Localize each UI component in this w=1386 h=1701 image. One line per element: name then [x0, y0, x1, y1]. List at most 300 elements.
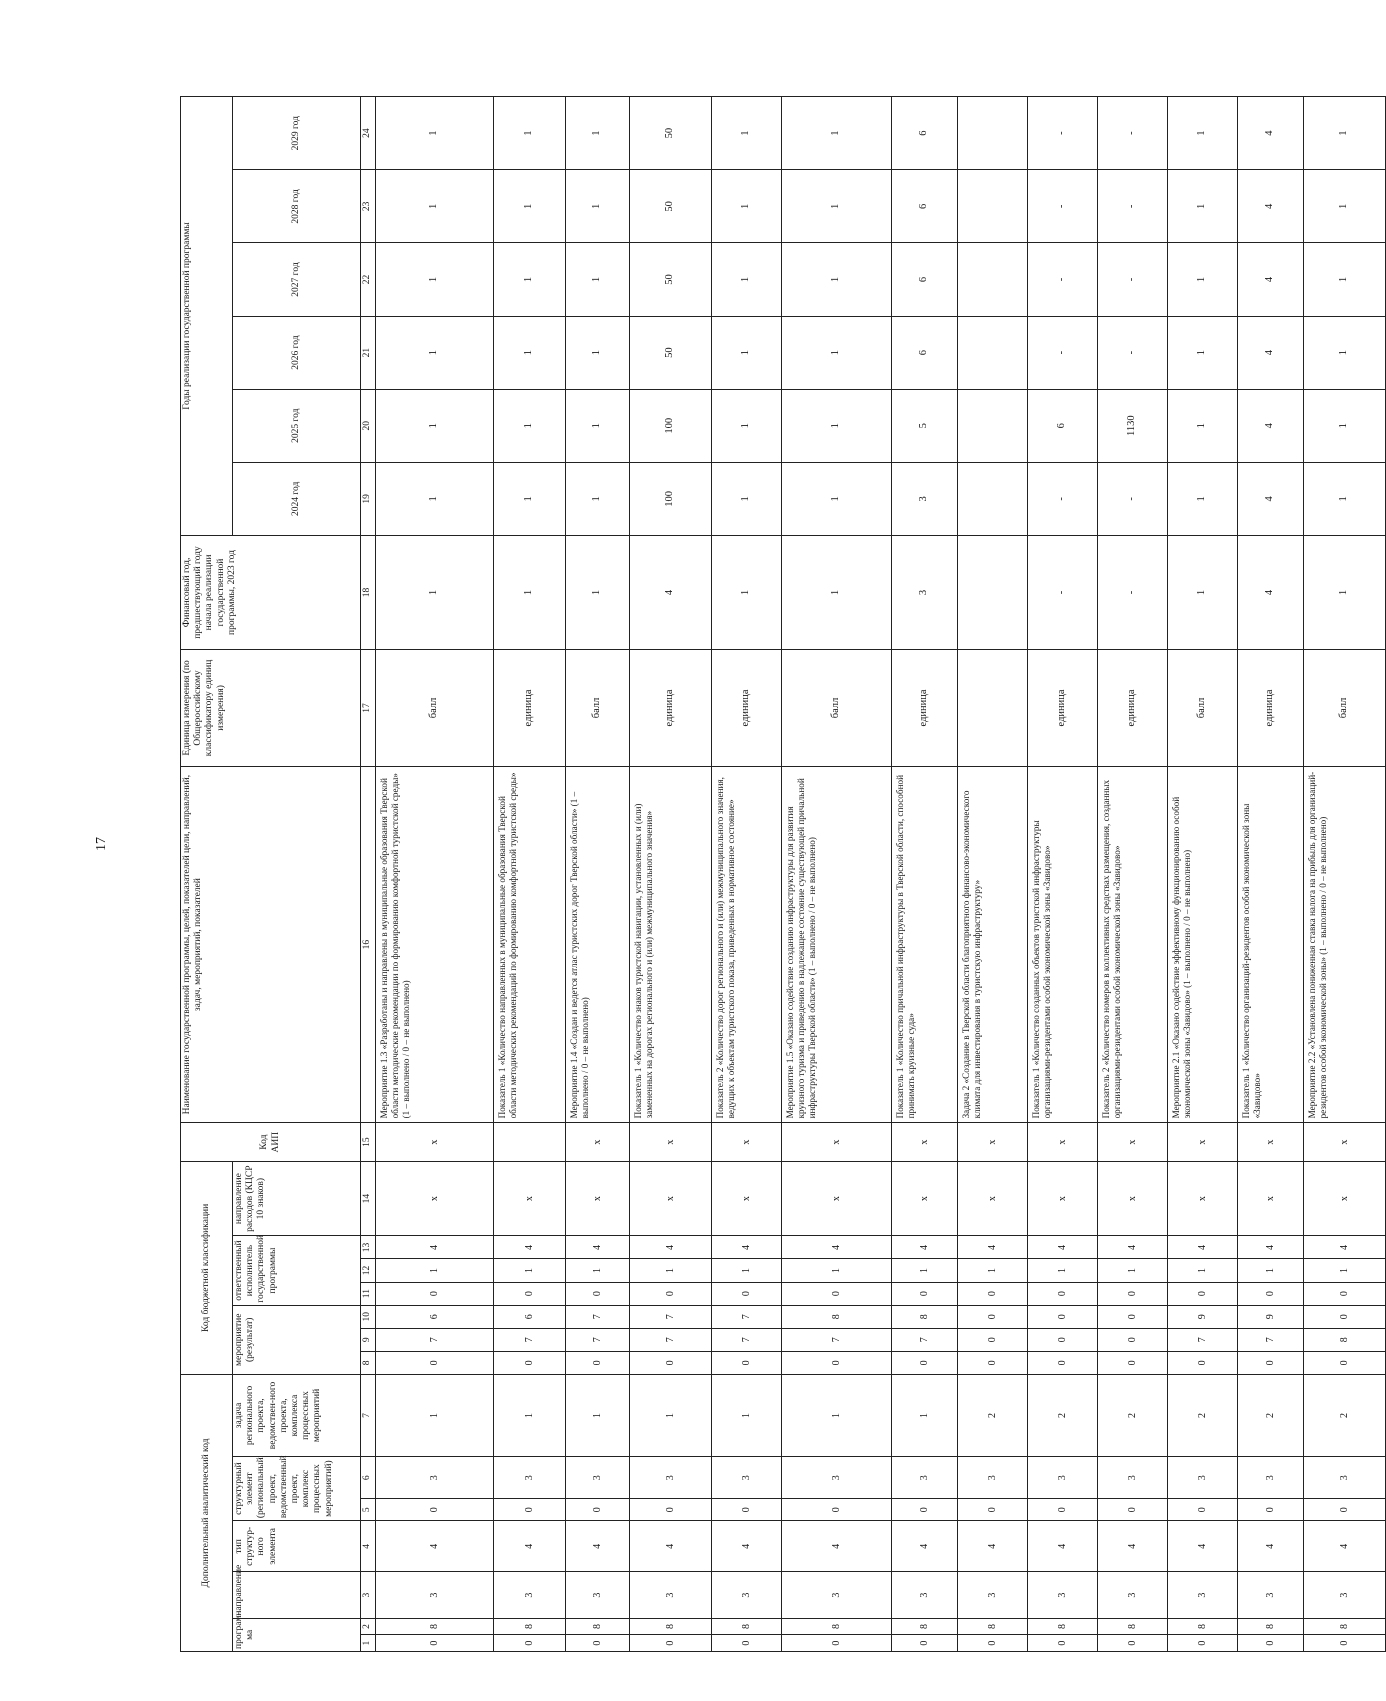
base-year-value: 1 [712, 535, 782, 649]
unit-cell: единица [1028, 650, 1098, 767]
year-value: 1 [376, 243, 494, 316]
year-value: 1 [782, 316, 892, 389]
code-cell: 1 [892, 1374, 958, 1456]
code-cell: 0 [958, 1351, 1028, 1374]
struct-element-header: структурный элемент (региональный проект, ведомственный проект, комплекс процессных мероприятий) [233, 1457, 361, 1521]
code-cell: x [712, 1161, 782, 1236]
code-cell: 0 [958, 1635, 1028, 1652]
col-number: 1 [361, 1635, 376, 1652]
code-cell: 0 [782, 1351, 892, 1374]
col-number: 2 [361, 1618, 376, 1635]
code-cell: 8 [1098, 1618, 1168, 1635]
code-cell: 0 [1028, 1328, 1098, 1351]
year-value: 1 [712, 97, 782, 170]
code-cell: 4 [566, 1521, 630, 1572]
code-cell: 0 [1304, 1499, 1386, 1521]
code-cell: 0 [1028, 1305, 1098, 1328]
year-value: 50 [630, 316, 712, 389]
unit-cell: единица [712, 650, 782, 767]
unit-cell: единица [1098, 650, 1168, 767]
program-table [180, 96, 1386, 1652]
code-cell: 8 [958, 1618, 1028, 1635]
col-number: 20 [361, 389, 376, 462]
code-cell: x [566, 1123, 630, 1161]
year-value: 50 [630, 243, 712, 316]
code-cell: 0 [958, 1305, 1028, 1328]
item-name: Мероприятие 2.2 «Установлена пониженная ставка налога на прибыль для организаций-резидентов особой экономической зоны» (1 – выполнено / 0 – не выполнено) [1304, 766, 1386, 1123]
col-number: 21 [361, 316, 376, 389]
unit-cell: единица [892, 650, 958, 767]
year-value: 1 [1304, 170, 1386, 243]
code-cell: 0 [1028, 1351, 1098, 1374]
programma-header: програм-ма [233, 1618, 361, 1651]
code-cell: 8 [1304, 1328, 1386, 1351]
col-number: 11 [361, 1282, 376, 1305]
item-name: Задача 2 «Создание в Тверской области благоприятного финансово-экономического климата для инвестирования в туристскую инфраструктуру» [958, 766, 1028, 1123]
code-cell: x [630, 1161, 712, 1236]
code-cell [494, 1123, 566, 1161]
year-value: 1 [712, 316, 782, 389]
code-cell: 3 [892, 1457, 958, 1499]
table-body [361, 97, 1386, 1652]
code-cell: 3 [1028, 1572, 1098, 1618]
year-value: 1 [376, 462, 494, 535]
code-cell: 0 [1028, 1635, 1098, 1652]
base-year-value: - [1098, 535, 1168, 649]
code-cell: 1 [1304, 1259, 1386, 1282]
code-cell: 1 [630, 1374, 712, 1456]
item-name: Показатель 1 «Количество направленных в муниципальные образования Тверской области методических рекомендаций по формированию комфортной туристской среды» [494, 766, 566, 1123]
base-year-value [958, 535, 1028, 649]
code-cell: 0 [376, 1499, 494, 1521]
code-cell: 4 [958, 1236, 1028, 1259]
code-cell: 0 [376, 1635, 494, 1652]
code-cell: 7 [630, 1305, 712, 1328]
code-cell: 8 [712, 1618, 782, 1635]
code-cell: 8 [892, 1618, 958, 1635]
item-name: Мероприятие 1.5 «Оказано содействие созданию инфраструктуры для развития круизного туризма и приведению в надлежащее состояние существующей причальной инфраструктуры Тверской области» (1 – выполнено / 0 – не выполнено) [782, 766, 892, 1123]
code-cell: 4 [958, 1521, 1028, 1572]
base-year-value: 1 [494, 535, 566, 649]
year-value: 4 [1238, 97, 1304, 170]
col-number: 9 [361, 1328, 376, 1351]
col-number: 15 [361, 1123, 376, 1161]
code-cell: 3 [630, 1572, 712, 1618]
col-number: 3 [361, 1572, 376, 1618]
code-cell: 1 [1238, 1259, 1304, 1282]
year-value: 6 [892, 97, 958, 170]
base-year-header: Финансовый год, предшествующий году начала реализации государственной программы, 2023 год [181, 535, 361, 649]
year-value: 4 [1238, 462, 1304, 535]
napravlenie-header: направление [233, 1572, 361, 1618]
code-cell: 1 [1098, 1259, 1168, 1282]
rashody-header: направление расходов (КЦСР 10 знаков) [233, 1161, 361, 1236]
code-cell: 7 [782, 1328, 892, 1351]
code-cell: 2 [1098, 1374, 1168, 1456]
meropriyatie-header: мероприятие (результат) [233, 1305, 361, 1374]
year-value: 1 [494, 316, 566, 389]
code-cell: 6 [376, 1305, 494, 1328]
year-value: 4 [1238, 170, 1304, 243]
code-cell: 1 [892, 1259, 958, 1282]
base-year-value: 1 [1168, 535, 1238, 649]
table-row [494, 97, 566, 1652]
code-cell: 3 [958, 1457, 1028, 1499]
unit-cell: единица [1238, 650, 1304, 767]
years-group-header: Годы реализации государственной программы [181, 97, 233, 536]
year-value [958, 389, 1028, 462]
item-name: Показатель 1 «Количество организаций-резидентов особой экономической зоны «Завидово» [1238, 766, 1304, 1123]
code-cell: 1 [376, 1374, 494, 1456]
table-row [1028, 97, 1098, 1652]
code-cell: 0 [1098, 1305, 1168, 1328]
table-row [630, 97, 712, 1652]
table-row [1168, 97, 1238, 1652]
item-name: Мероприятие 1.4 «Создан и ведется атлас туристских дорог Тверской области» (1 – выполнено / 0 – не выполнено) [566, 766, 630, 1123]
code-cell: 0 [712, 1499, 782, 1521]
year-value: 1 [1168, 170, 1238, 243]
unit-header: Единица измерения (по Общероссийскому классификатору единиц измерения) [181, 650, 361, 767]
year-value [958, 170, 1028, 243]
code-cell: 8 [782, 1618, 892, 1635]
code-cell: x [376, 1161, 494, 1236]
code-cell: 1 [1168, 1259, 1238, 1282]
table-row [1304, 97, 1386, 1652]
code-cell: 8 [892, 1305, 958, 1328]
col-number: 18 [361, 535, 376, 649]
code-cell: 6 [494, 1305, 566, 1328]
code-cell: 0 [494, 1351, 566, 1374]
code-cell: 0 [566, 1282, 630, 1305]
code-cell: x [958, 1161, 1028, 1236]
year-value: 1 [1168, 243, 1238, 316]
code-cell: 3 [1304, 1457, 1386, 1499]
code-cell: 0 [712, 1635, 782, 1652]
code-cell: 3 [958, 1572, 1028, 1618]
year-value: 1 [712, 389, 782, 462]
code-cell: 0 [494, 1635, 566, 1652]
item-name: Показатель 1 «Количество созданных объектов туристской инфраструктуры организациями-резидентами особой экономической зоны «Завидово» [1028, 766, 1098, 1123]
code-cell: 3 [1168, 1457, 1238, 1499]
code-cell: 3 [1238, 1572, 1304, 1618]
code-cell: 7 [630, 1328, 712, 1351]
table-header [181, 97, 361, 1652]
code-cell: 8 [376, 1618, 494, 1635]
code-cell: 0 [1238, 1499, 1304, 1521]
code-cell: 0 [892, 1635, 958, 1652]
code-cell: 3 [566, 1457, 630, 1499]
code-cell: 7 [1238, 1328, 1304, 1351]
code-cell: 2 [1238, 1374, 1304, 1456]
code-cell: 0 [1098, 1328, 1168, 1351]
code-cell: x [494, 1161, 566, 1236]
code-cell: 1 [566, 1259, 630, 1282]
code-cell: x [1098, 1161, 1168, 1236]
code-cell: 0 [958, 1499, 1028, 1521]
item-name: Мероприятие 1.3 «Разработаны и направлены в муниципальные образования Тверской области методические рекомендации по формированию комфортной туристской среды» (1 – выполнено / 0 – не выполнено) [376, 766, 494, 1123]
item-name: Показатель 2 «Количество номеров в коллективных средствах размещения, созданных организациями-резидентами особой экономической зоны «Завидово» [1098, 766, 1168, 1123]
year-value: 1 [1304, 462, 1386, 535]
code-cell: 0 [1168, 1282, 1238, 1305]
code-cell: 4 [1168, 1236, 1238, 1259]
code-cell: 3 [1238, 1457, 1304, 1499]
code-cell: 1 [782, 1259, 892, 1282]
year-value: 1 [494, 389, 566, 462]
code-cell: 7 [892, 1328, 958, 1351]
year-value: 100 [630, 462, 712, 535]
code-cell: x [1168, 1161, 1238, 1236]
code-cell: 0 [1304, 1351, 1386, 1374]
code-cell: 0 [376, 1351, 494, 1374]
code-cell: 4 [782, 1236, 892, 1259]
code-cell: 7 [712, 1305, 782, 1328]
year-value [958, 462, 1028, 535]
year-value: 1 [494, 170, 566, 243]
code-cell: 4 [376, 1521, 494, 1572]
code-cell: x [712, 1123, 782, 1161]
table-row [782, 97, 892, 1652]
code-cell: 7 [566, 1305, 630, 1328]
year-value: - [1098, 316, 1168, 389]
code-cell: 0 [630, 1499, 712, 1521]
year-value: 1 [712, 462, 782, 535]
code-cell: 4 [630, 1236, 712, 1259]
year-value: 4 [1238, 243, 1304, 316]
code-cell: x [892, 1123, 958, 1161]
year-value: - [1098, 170, 1168, 243]
col-number: 16 [361, 766, 376, 1123]
year-value: 1 [1168, 389, 1238, 462]
col-number: 19 [361, 462, 376, 535]
code-cell: x [782, 1161, 892, 1236]
table-row [566, 97, 630, 1652]
analytic-code-header: Дополнительный аналитический код [181, 1374, 233, 1651]
year-2025-header: 2025 год [233, 389, 361, 462]
column-number-row [361, 97, 376, 1652]
code-cell: 0 [892, 1351, 958, 1374]
code-cell: 1 [376, 1259, 494, 1282]
code-cell: 0 [1304, 1635, 1386, 1652]
col-number: 10 [361, 1305, 376, 1328]
code-cell: 0 [782, 1282, 892, 1305]
code-cell: x [1028, 1123, 1098, 1161]
code-cell: 0 [376, 1282, 494, 1305]
code-cell: 7 [712, 1328, 782, 1351]
col-number: 22 [361, 243, 376, 316]
code-cell: 3 [376, 1572, 494, 1618]
code-cell: 0 [1238, 1282, 1304, 1305]
code-cell: x [958, 1123, 1028, 1161]
year-2027-header: 2027 год [233, 243, 361, 316]
code-cell: 3 [494, 1457, 566, 1499]
year-value: 1 [376, 316, 494, 389]
code-cell: 4 [1238, 1236, 1304, 1259]
code-cell: 8 [630, 1618, 712, 1635]
year-value: 1 [494, 97, 566, 170]
code-cell: 4 [566, 1236, 630, 1259]
code-cell: 8 [566, 1618, 630, 1635]
code-cell: 0 [630, 1282, 712, 1305]
year-value: 50 [630, 170, 712, 243]
code-cell: 8 [1168, 1618, 1238, 1635]
code-cell: 4 [712, 1521, 782, 1572]
year-value: 4 [1238, 389, 1304, 462]
name-header: Наименование государственной программы, целей, показателей цели, направлений, задач, мероприятий, показателей [181, 766, 361, 1123]
code-cell: 4 [1304, 1236, 1386, 1259]
code-cell: 0 [566, 1351, 630, 1374]
unit-cell: балл [782, 650, 892, 767]
year-value: - [1028, 97, 1098, 170]
year-value: 6 [1028, 389, 1098, 462]
year-2028-header: 2028 год [233, 170, 361, 243]
col-number: 13 [361, 1236, 376, 1259]
col-number: 24 [361, 97, 376, 170]
col-number: 5 [361, 1499, 376, 1521]
col-number: 7 [361, 1374, 376, 1456]
code-cell: 0 [566, 1499, 630, 1521]
code-cell: 3 [782, 1572, 892, 1618]
base-year-value: 1 [376, 535, 494, 649]
code-cell: 0 [630, 1351, 712, 1374]
code-cell: 8 [494, 1618, 566, 1635]
base-year-value: 3 [892, 535, 958, 649]
code-cell: 1 [782, 1374, 892, 1456]
code-cell: 0 [1098, 1351, 1168, 1374]
code-cell: x [376, 1123, 494, 1161]
year-2029-header: 2029 год [233, 97, 361, 170]
kod-aip-header: Код АИП [181, 1123, 361, 1161]
code-cell: 0 [1168, 1499, 1238, 1521]
year-value: 1 [1304, 316, 1386, 389]
code-cell: 3 [566, 1572, 630, 1618]
base-year-value: 4 [630, 535, 712, 649]
code-cell: x [1238, 1123, 1304, 1161]
year-value: 1 [566, 389, 630, 462]
year-value: 1 [1168, 97, 1238, 170]
code-cell: 4 [782, 1521, 892, 1572]
code-cell: 3 [1028, 1457, 1098, 1499]
code-cell: 1 [958, 1259, 1028, 1282]
year-value: 50 [630, 97, 712, 170]
year-value: 100 [630, 389, 712, 462]
year-value: 1 [782, 97, 892, 170]
year-value: 1 [566, 97, 630, 170]
code-cell: x [630, 1123, 712, 1161]
year-value: 1 [782, 243, 892, 316]
code-cell: 0 [782, 1499, 892, 1521]
year-value: 1 [782, 170, 892, 243]
item-name: Показатель 1 «Количество знаков туристской навигации, установленных и (или) замененных на дорогах регионального и (или) межмуниципального значения» [630, 766, 712, 1123]
unit-cell: балл [1304, 650, 1386, 767]
code-cell: 0 [494, 1499, 566, 1521]
table-row [712, 97, 782, 1652]
rotated-table-container [180, 96, 1350, 1652]
code-cell: 3 [1168, 1572, 1238, 1618]
code-cell: 2 [1168, 1374, 1238, 1456]
item-name: Показатель 2 «Количество дорог регионального и (или) межмуниципального значения, ведущих к объектам туристского показа, приведенных в нормативное состояние» [712, 766, 782, 1123]
code-cell: 0 [1098, 1499, 1168, 1521]
year-value: 1 [782, 462, 892, 535]
year-value: 1 [1304, 97, 1386, 170]
year-value: 1 [712, 243, 782, 316]
col-number: 23 [361, 170, 376, 243]
code-cell: 7 [376, 1328, 494, 1351]
code-cell: 3 [1304, 1572, 1386, 1618]
code-cell: 3 [782, 1457, 892, 1499]
code-cell: 4 [630, 1521, 712, 1572]
year-value [958, 97, 1028, 170]
code-cell: x [892, 1161, 958, 1236]
code-cell: 4 [1238, 1521, 1304, 1572]
code-cell: 0 [566, 1635, 630, 1652]
col-number: 8 [361, 1351, 376, 1374]
year-value: 1 [1168, 316, 1238, 389]
code-cell: 4 [1028, 1521, 1098, 1572]
code-cell: 0 [958, 1282, 1028, 1305]
year-value: 1 [1304, 389, 1386, 462]
code-cell: 4 [376, 1236, 494, 1259]
code-cell: 8 [782, 1305, 892, 1328]
code-cell: 4 [892, 1521, 958, 1572]
code-cell: 0 [1098, 1282, 1168, 1305]
code-cell: x [1238, 1161, 1304, 1236]
base-year-value: - [1028, 535, 1098, 649]
code-cell: 7 [1168, 1328, 1238, 1351]
code-cell: 2 [1028, 1374, 1098, 1456]
code-cell: 0 [494, 1282, 566, 1305]
code-cell: 1 [712, 1259, 782, 1282]
code-cell: x [566, 1161, 630, 1236]
code-cell: x [1168, 1123, 1238, 1161]
code-cell: x [782, 1123, 892, 1161]
code-cell: 0 [1028, 1499, 1098, 1521]
code-cell: 4 [712, 1236, 782, 1259]
col-number: 17 [361, 650, 376, 767]
code-cell: 0 [712, 1351, 782, 1374]
code-cell: x [1098, 1123, 1168, 1161]
year-value [958, 316, 1028, 389]
year-value: - [1028, 170, 1098, 243]
year-value: 1 [494, 243, 566, 316]
code-cell: 4 [1098, 1521, 1168, 1572]
code-cell: 0 [712, 1282, 782, 1305]
code-cell: 0 [1304, 1282, 1386, 1305]
unit-cell: балл [376, 650, 494, 767]
code-cell: x [1028, 1161, 1098, 1236]
code-cell: 4 [1028, 1236, 1098, 1259]
code-cell: 1 [712, 1374, 782, 1456]
code-cell: 4 [1168, 1521, 1238, 1572]
year-value: 6 [892, 316, 958, 389]
table-row [1098, 97, 1168, 1652]
tip-header: тип структур-ного элемента [233, 1521, 361, 1572]
year-value: 1 [1304, 243, 1386, 316]
code-cell: 9 [1168, 1305, 1238, 1328]
year-value: 1 [376, 389, 494, 462]
base-year-value: 1 [566, 535, 630, 649]
year-value: 3 [892, 462, 958, 535]
year-value [958, 243, 1028, 316]
code-cell: 3 [1098, 1572, 1168, 1618]
year-value: - [1098, 462, 1168, 535]
base-year-value: 4 [1238, 535, 1304, 649]
year-value: 1 [1168, 462, 1238, 535]
code-cell: 0 [1238, 1351, 1304, 1374]
year-value: 1 [376, 97, 494, 170]
page-number: 17 [94, 837, 109, 851]
code-cell: 8 [1028, 1618, 1098, 1635]
code-cell: 0 [892, 1282, 958, 1305]
